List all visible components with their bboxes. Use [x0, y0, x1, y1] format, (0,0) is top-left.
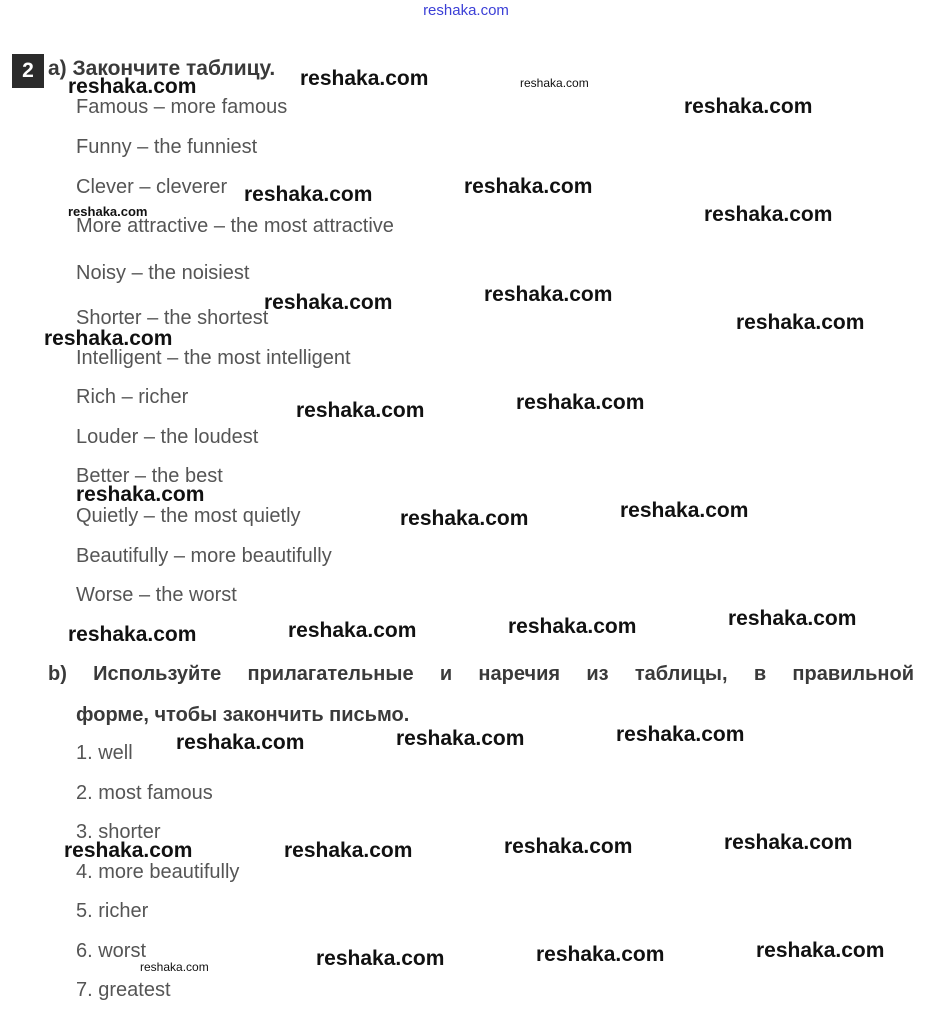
part-a-item: Rich – richer: [76, 386, 189, 408]
part-a-item: Funny – the funniest: [76, 136, 258, 158]
watermark: reshaka.com: [64, 839, 193, 862]
part-a-item: Worse – the worst: [76, 584, 237, 606]
watermark: reshaka.com: [264, 291, 393, 314]
watermark: reshaka.com: [724, 831, 853, 854]
part-b-answer: 6. worst: [76, 940, 147, 962]
watermark: reshaka.com: [704, 203, 833, 226]
watermark: reshaka.com: [616, 723, 745, 746]
watermark: reshaka.com: [520, 76, 589, 90]
part-b-answer: 5. richer: [76, 900, 149, 922]
part-b-heading-cont: форме, чтобы закончить письмо.: [76, 704, 410, 726]
part-b-answer: 3. shorter: [76, 821, 161, 843]
watermark: reshaka.com: [508, 615, 637, 638]
watermark: reshaka.com: [140, 960, 209, 974]
watermark: reshaka.com: [76, 483, 205, 506]
watermark: reshaka.com: [68, 204, 148, 219]
watermark: reshaka.com: [68, 75, 197, 98]
watermark: reshaka.com: [504, 835, 633, 858]
watermark: reshaka.com: [300, 67, 429, 90]
part-b-answer: 2. most famous: [76, 782, 213, 804]
watermark: reshaka.com: [44, 327, 173, 350]
watermark: reshaka.com: [244, 183, 373, 206]
watermark: reshaka.com: [536, 943, 665, 966]
part-a-item: Beautifully – more beautifully: [76, 545, 332, 567]
part-a-item: Famous – more famous: [76, 96, 288, 118]
part-a-item: More attractive – the most attractive: [76, 215, 394, 237]
watermark: reshaka.com: [284, 839, 413, 862]
watermark: reshaka.com: [728, 607, 857, 630]
part-a-item: Quietly – the most quietly: [76, 505, 301, 527]
watermark: reshaka.com: [684, 95, 813, 118]
watermark: reshaka.com: [736, 311, 865, 334]
watermark: reshaka.com: [620, 499, 749, 522]
site-link[interactable]: reshaka.com: [423, 2, 509, 19]
watermark: reshaka.com: [288, 619, 417, 642]
part-b-heading: b) Используйте прилагательные и наречия из таблицы, в правильной: [48, 663, 914, 685]
exercise-number-badge: 2: [12, 54, 44, 88]
part-a-item: Louder – the loudest: [76, 426, 259, 448]
watermark: reshaka.com: [756, 939, 885, 962]
watermark: reshaka.com: [316, 947, 445, 970]
part-a-item: Intelligent – the most intelligent: [76, 347, 351, 369]
watermark: reshaka.com: [296, 399, 425, 422]
watermark: reshaka.com: [464, 175, 593, 198]
watermark: reshaka.com: [484, 283, 613, 306]
watermark: reshaka.com: [396, 727, 525, 750]
part-b-answer: 1. well: [76, 742, 133, 764]
watermark: reshaka.com: [516, 391, 645, 414]
part-a-item: Better – the best: [76, 465, 223, 487]
part-a-item: Clever – cleverer: [76, 176, 228, 198]
part-b-answer: 7. greatest: [76, 979, 171, 1001]
part-a-item: Shorter – the shortest: [76, 307, 269, 329]
part-a-heading: a) Закончите таблицу.: [48, 57, 276, 80]
watermark: reshaka.com: [68, 623, 197, 646]
part-a-item: Noisy – the noisiest: [76, 262, 250, 284]
watermark: reshaka.com: [176, 731, 305, 754]
part-b-answer: 4. more beautifully: [76, 861, 240, 883]
watermark: reshaka.com: [400, 507, 529, 530]
